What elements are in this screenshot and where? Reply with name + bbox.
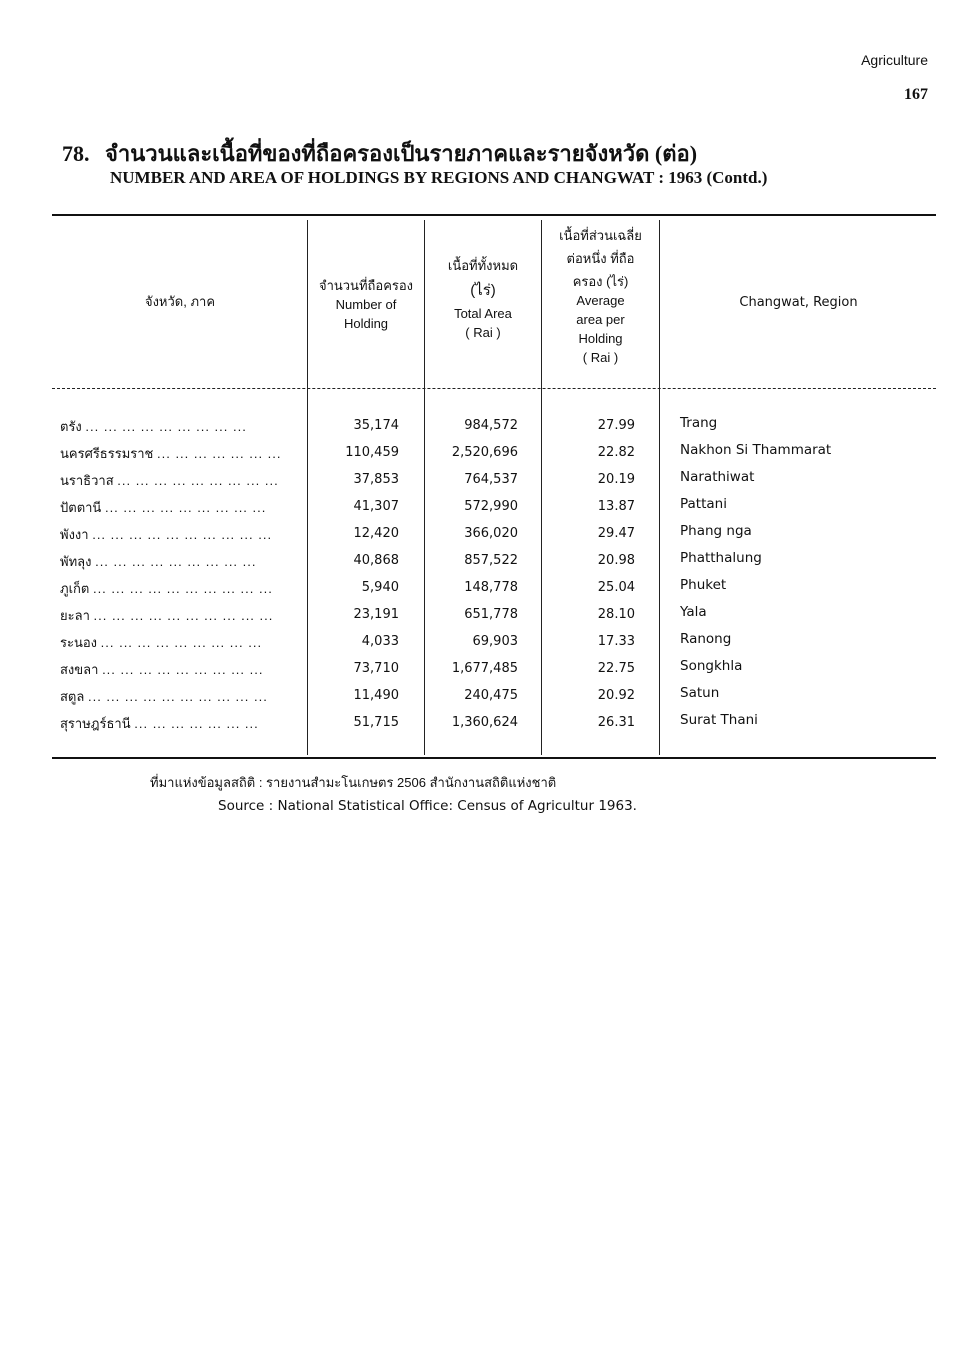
leader-dots: ... ... ... ... ... ... ... ... ...	[100, 635, 263, 650]
area-value: 984,572	[464, 418, 518, 433]
leader-dots: ... ... ... ... ... ... ... ... ... ...	[93, 608, 274, 623]
changwat-name: Pattani	[680, 496, 727, 512]
leader-dots: ... ... ... ... ... ... ... ... ...	[95, 554, 257, 569]
province-thai: สุราษฎร์ธานี	[60, 716, 131, 731]
holdings-value: 110,459	[345, 445, 399, 460]
average-value: 25.04	[597, 580, 635, 595]
leader-dots: ... ... ... ... ... ... ... ... ...	[104, 500, 267, 515]
leader-dots: ... ... ... ... ... ... ... ... ... ...	[87, 689, 268, 704]
source-note-thai: ที่มาแห่งข้อมูลสถิติ : รายงานสำมะโนเกษตร 2506 สำนักงานสถิติแห่งชาติ	[150, 775, 557, 790]
area-value: 69,903	[472, 634, 518, 649]
title-thai-text: จำนวนและเนื้อที่ของที่ถือครองเป็นรายภาคและรายจังหวัด (ต่อ)	[105, 141, 698, 166]
changwat-name: Trang	[680, 415, 718, 431]
changwat-name: Satun	[680, 685, 720, 701]
table-number: 78.	[62, 141, 90, 166]
average-value: 26.31	[597, 715, 635, 730]
average-value: 17.33	[597, 634, 635, 649]
leader-dots: ... ... ... ... ... ... ... ... ...	[85, 419, 247, 434]
province-thai: ตรัง	[60, 419, 82, 434]
holdings-value: 23,191	[353, 607, 399, 622]
holdings-value: 4,033	[361, 634, 399, 649]
area-value: 240,475	[464, 688, 518, 703]
holdings-value: 73,710	[353, 661, 399, 676]
province-thai: ปัตตานี	[60, 500, 102, 515]
changwat-name: Yala	[680, 604, 707, 620]
page-number: 167	[904, 86, 928, 103]
holdings-value: 5,940	[361, 580, 399, 595]
average-value: 22.75	[597, 661, 635, 676]
changwat-name: Songkhla	[680, 658, 743, 674]
holdings-value: 41,307	[353, 499, 399, 514]
area-value: 1,677,485	[451, 661, 518, 676]
table-title-thai	[62, 136, 697, 171]
leader-dots: ... ... ... ... ... ... ... ... ...	[117, 473, 279, 488]
column-divider-4	[659, 220, 660, 755]
average-value: 22.82	[597, 445, 635, 460]
province-thai: นราธิวาส	[60, 473, 114, 488]
changwat-name: Surat Thani	[680, 712, 758, 728]
holdings-value: 40,868	[353, 553, 399, 568]
table-bottom-rule	[52, 757, 936, 759]
changwat-name: Phang nga	[680, 523, 752, 539]
header-total-area: เนื้อที่ทั้งหมด (ไร่) Total Area ( Rai )	[447, 258, 519, 340]
average-value: 28.10	[597, 607, 635, 622]
leader-dots: ... ... ... ... ... ... ... ... ... ...	[92, 527, 273, 542]
column-divider-3	[541, 220, 542, 755]
province-thai: สตูล	[60, 689, 85, 704]
table-top-rule	[52, 214, 936, 216]
holdings-value: 37,853	[353, 472, 399, 487]
area-value: 764,537	[464, 472, 518, 487]
changwat-name: Phatthalung	[680, 550, 762, 566]
header-bottom-rule	[52, 388, 936, 389]
header-average-area: เนื้อที่ส่วนเฉลี่ย ต่อหนึ่ง ที่ถือ ครอง (ไร่) Average area per Holding ( Rai )	[559, 228, 642, 365]
province-thai: ยะลา	[60, 608, 90, 623]
area-value: 148,778	[464, 580, 518, 595]
average-value: 20.98	[597, 553, 635, 568]
changwat-name: Ranong	[680, 631, 732, 647]
holdings-value: 51,715	[353, 715, 399, 730]
header-number-of-holding: จำนวนที่ถือครอง Number of Holding	[318, 278, 414, 331]
changwat-name: Narathiwat	[680, 469, 755, 485]
leader-dots: ... ... ... ... ... ... ...	[157, 446, 282, 461]
province-thai: พัทลุง	[60, 554, 92, 569]
leader-dots: ... ... ... ... ... ... ... ... ...	[102, 662, 264, 677]
area-value: 857,522	[464, 553, 518, 568]
province-thai: พังงา	[60, 527, 89, 542]
column-divider-2	[424, 220, 425, 755]
area-value: 366,020	[464, 526, 518, 541]
header-province-thai: จังหวัด, ภาค	[144, 294, 216, 309]
leader-dots: ... ... ... ... ... ... ... ... ... ...	[92, 581, 273, 596]
average-value: 29.47	[597, 526, 635, 541]
average-value: 13.87	[597, 499, 635, 514]
province-thai: สงขลา	[60, 662, 99, 677]
source-note-english: Source : National Statistical Office: Census of Agricultur 1963.	[218, 798, 637, 814]
changwat-name: Phuket	[680, 577, 727, 593]
area-value: 2,520,696	[451, 445, 518, 460]
province-thai: นครศรีธรรมราช	[60, 446, 154, 461]
average-value: 27.99	[597, 418, 635, 433]
average-value: 20.92	[597, 688, 635, 703]
province-thai: ภูเก็ต	[60, 581, 90, 596]
section-name: Agriculture	[861, 52, 928, 68]
province-thai: ระนอง	[60, 635, 98, 650]
area-value: 651,778	[464, 607, 518, 622]
table-title-english: NUMBER AND AREA OF HOLDINGS BY REGIONS AND CHANGWAT : 1963 (Contd.)	[110, 168, 768, 187]
area-value: 1,360,624	[451, 715, 518, 730]
leader-dots: ... ... ... ... ... ... ...	[134, 716, 259, 731]
average-value: 20.19	[597, 472, 635, 487]
header-changwat-region: Changwat, Region	[739, 295, 858, 310]
area-value: 572,990	[464, 499, 518, 514]
changwat-name: Nakhon Si Thammarat	[680, 442, 832, 458]
holdings-value: 12,420	[353, 526, 399, 541]
column-divider-1	[307, 220, 308, 755]
holdings-value: 11,490	[353, 688, 399, 703]
holdings-value: 35,174	[353, 418, 399, 433]
